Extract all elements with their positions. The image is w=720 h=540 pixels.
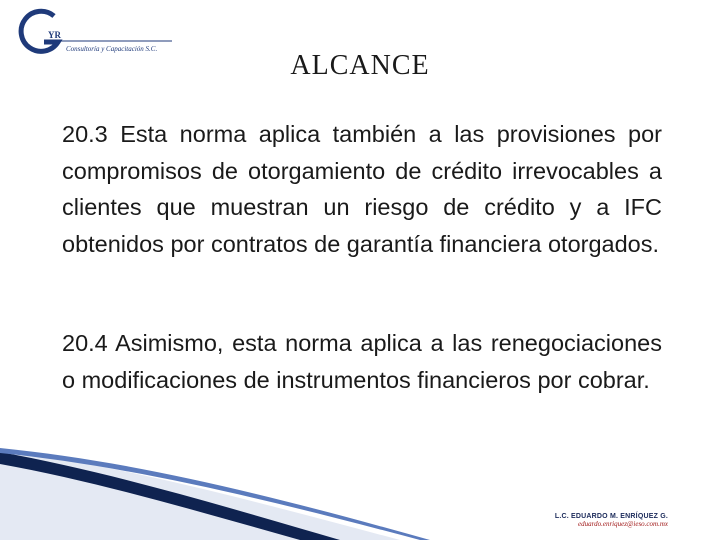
author-name: L.C. EDUARDO M. ENRÍQUEZ G. xyxy=(554,513,668,520)
paragraph-20-3: 20.3 Esta norma aplica también a las provisiones por compromisos de otorgamiento de crédito irrevocables a clientes que muestran un riesgo de crédito y a IFC obtenidos por contratos de garantía financiera otorgados. xyxy=(62,121,662,257)
slide-title: ALCANCE xyxy=(290,50,430,81)
logo-initials: YR xyxy=(48,30,61,40)
author-email: eduardo.enriquez@ieso.com.mx xyxy=(578,520,668,528)
paragraph-20-4: 20.4 Asimismo, esta norma aplica a las renegociaciones o modificaciones de instrumentos financieros por cobrar. xyxy=(62,330,662,393)
author-signature xyxy=(555,513,668,528)
logo-company-name: Consultoría y Capacitación S.C. xyxy=(66,45,158,53)
